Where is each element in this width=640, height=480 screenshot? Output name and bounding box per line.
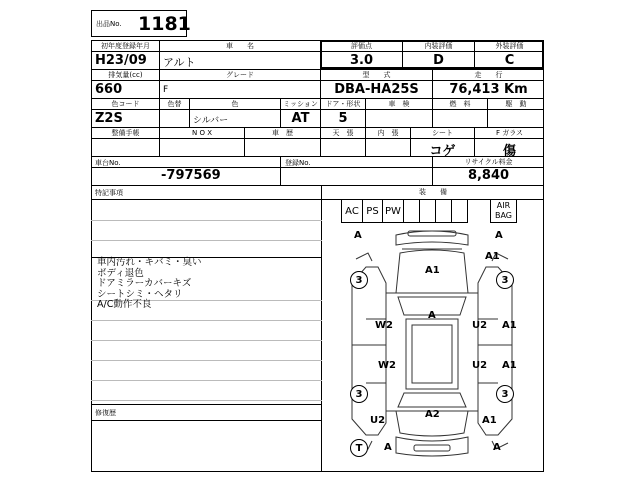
mark-3-front-right: 3 [496, 271, 514, 289]
grade-label: グレード [226, 71, 254, 79]
mark-w2-left-2: W2 [378, 360, 396, 371]
mark-3-front-left: 3 [350, 271, 368, 289]
score-value: 3.0 [349, 53, 374, 68]
repair-label: 修復歴 [95, 409, 116, 417]
note-line: ボディ退色 [97, 267, 144, 279]
recycle-value: 8,840 [467, 168, 510, 183]
seat-label: シート [432, 129, 453, 137]
nai-label: 内 張 [377, 129, 399, 137]
equip-blank-1 [403, 199, 420, 223]
mark-3-rear-right: 3 [496, 385, 514, 403]
note-line: シートシミ・ヘタリ [97, 288, 183, 300]
note-line: A/C動作不良 [97, 299, 152, 310]
glass-value: 傷 [502, 144, 516, 159]
color-code-label: 色コード [111, 100, 140, 108]
mark-w2-left-1: W2 [375, 320, 393, 331]
year-value: H23/09 [95, 53, 147, 68]
mark-a1-hood: A1 [425, 265, 440, 276]
mark-a-top-right: A [495, 230, 503, 241]
grade-value: F [163, 85, 169, 95]
mark-a-top-left: A [354, 230, 362, 241]
mark-a1-top-right: A1 [485, 251, 500, 262]
seat-value: コゲ [429, 144, 456, 159]
mark-a-bottom-left: A [384, 442, 392, 453]
notes-label: 特記事項 [95, 189, 123, 197]
glass-label: F ガラス [495, 129, 524, 137]
chassis-label: 車台No. [95, 159, 121, 167]
color-type-label: 色替 [167, 100, 182, 108]
equip-blank-3 [435, 199, 452, 223]
color-label: 色 [231, 100, 239, 108]
mark-t-circle: T [350, 439, 368, 457]
mark-u2-rear-left: U2 [370, 415, 386, 426]
name-label: 車 名 [226, 42, 254, 50]
score-label: 評価点 [351, 42, 372, 50]
mission-value: AT [291, 111, 310, 126]
model-label: 型 式 [362, 71, 391, 79]
mileage-label: 走 行 [474, 71, 503, 79]
mission-label: ミッション [283, 100, 318, 108]
mark-3-rear-left: 3 [350, 385, 368, 403]
cc-label: 排気量(cc) [108, 71, 143, 79]
reg-label: 登録No. [285, 159, 311, 167]
mark-a1-rear-right: A1 [482, 415, 497, 426]
nox-label: N O X [192, 129, 212, 137]
lot-box [91, 10, 191, 37]
name-value: アルト [163, 56, 196, 69]
mark-a1-right-1: A1 [502, 320, 517, 331]
exterior-label: 外装評価 [495, 42, 524, 50]
cc-value: 660 [95, 82, 123, 97]
drive-label: 駆 動 [505, 100, 527, 108]
equip-pw: PW [382, 199, 404, 223]
car-diagram [322, 223, 543, 471]
mark-a-bottom-mid: A [493, 442, 501, 453]
color-value: シルバー [193, 116, 229, 126]
notes-lines [97, 258, 319, 311]
mark-a-roof: A [428, 310, 436, 321]
mark-u2-right-2: U2 [472, 360, 488, 371]
note-line: ドアミラーカバーキズ [97, 278, 192, 289]
mark-a1-right-2: A1 [502, 360, 517, 371]
note-line: 車内汚れ・キバミ・臭い [97, 257, 202, 268]
lot-label: 出品No. [96, 20, 122, 28]
equip-ac: AC [341, 199, 363, 223]
mark-u2-right-1: U2 [472, 320, 488, 331]
chassis-value: -797569 [161, 168, 221, 183]
interior-label: 内装評価 [424, 42, 453, 50]
equip-airbag: AIR BAG [490, 199, 517, 223]
color-code-value: Z2S [95, 111, 123, 126]
equip-blank-2 [419, 199, 436, 223]
mileage-value: 76,413 Km [449, 82, 528, 97]
interior-value: D [433, 53, 444, 68]
maint-label: 整備手帳 [111, 129, 140, 137]
history-label: 車 歴 [272, 129, 293, 137]
mark-a2-rear: A2 [425, 409, 440, 420]
doors-value: 5 [338, 111, 348, 126]
fuel-label: 燃 料 [449, 100, 471, 108]
equipment-label: 装 備 [419, 188, 447, 196]
equip-ps: PS [362, 199, 383, 223]
roof-label: 天 張 [332, 129, 354, 137]
lot-number: 1181 [138, 13, 191, 35]
model-value: DBA-HA25S [334, 82, 419, 97]
doors-label: ドア・形状 [325, 100, 361, 108]
exterior-value: C [504, 53, 515, 68]
equip-blank-4 [451, 199, 468, 223]
recycle-label: リサイクル料金 [464, 158, 513, 166]
vehicle-label: 車 検 [388, 100, 410, 108]
year-label: 初年度登録年月 [101, 42, 150, 50]
